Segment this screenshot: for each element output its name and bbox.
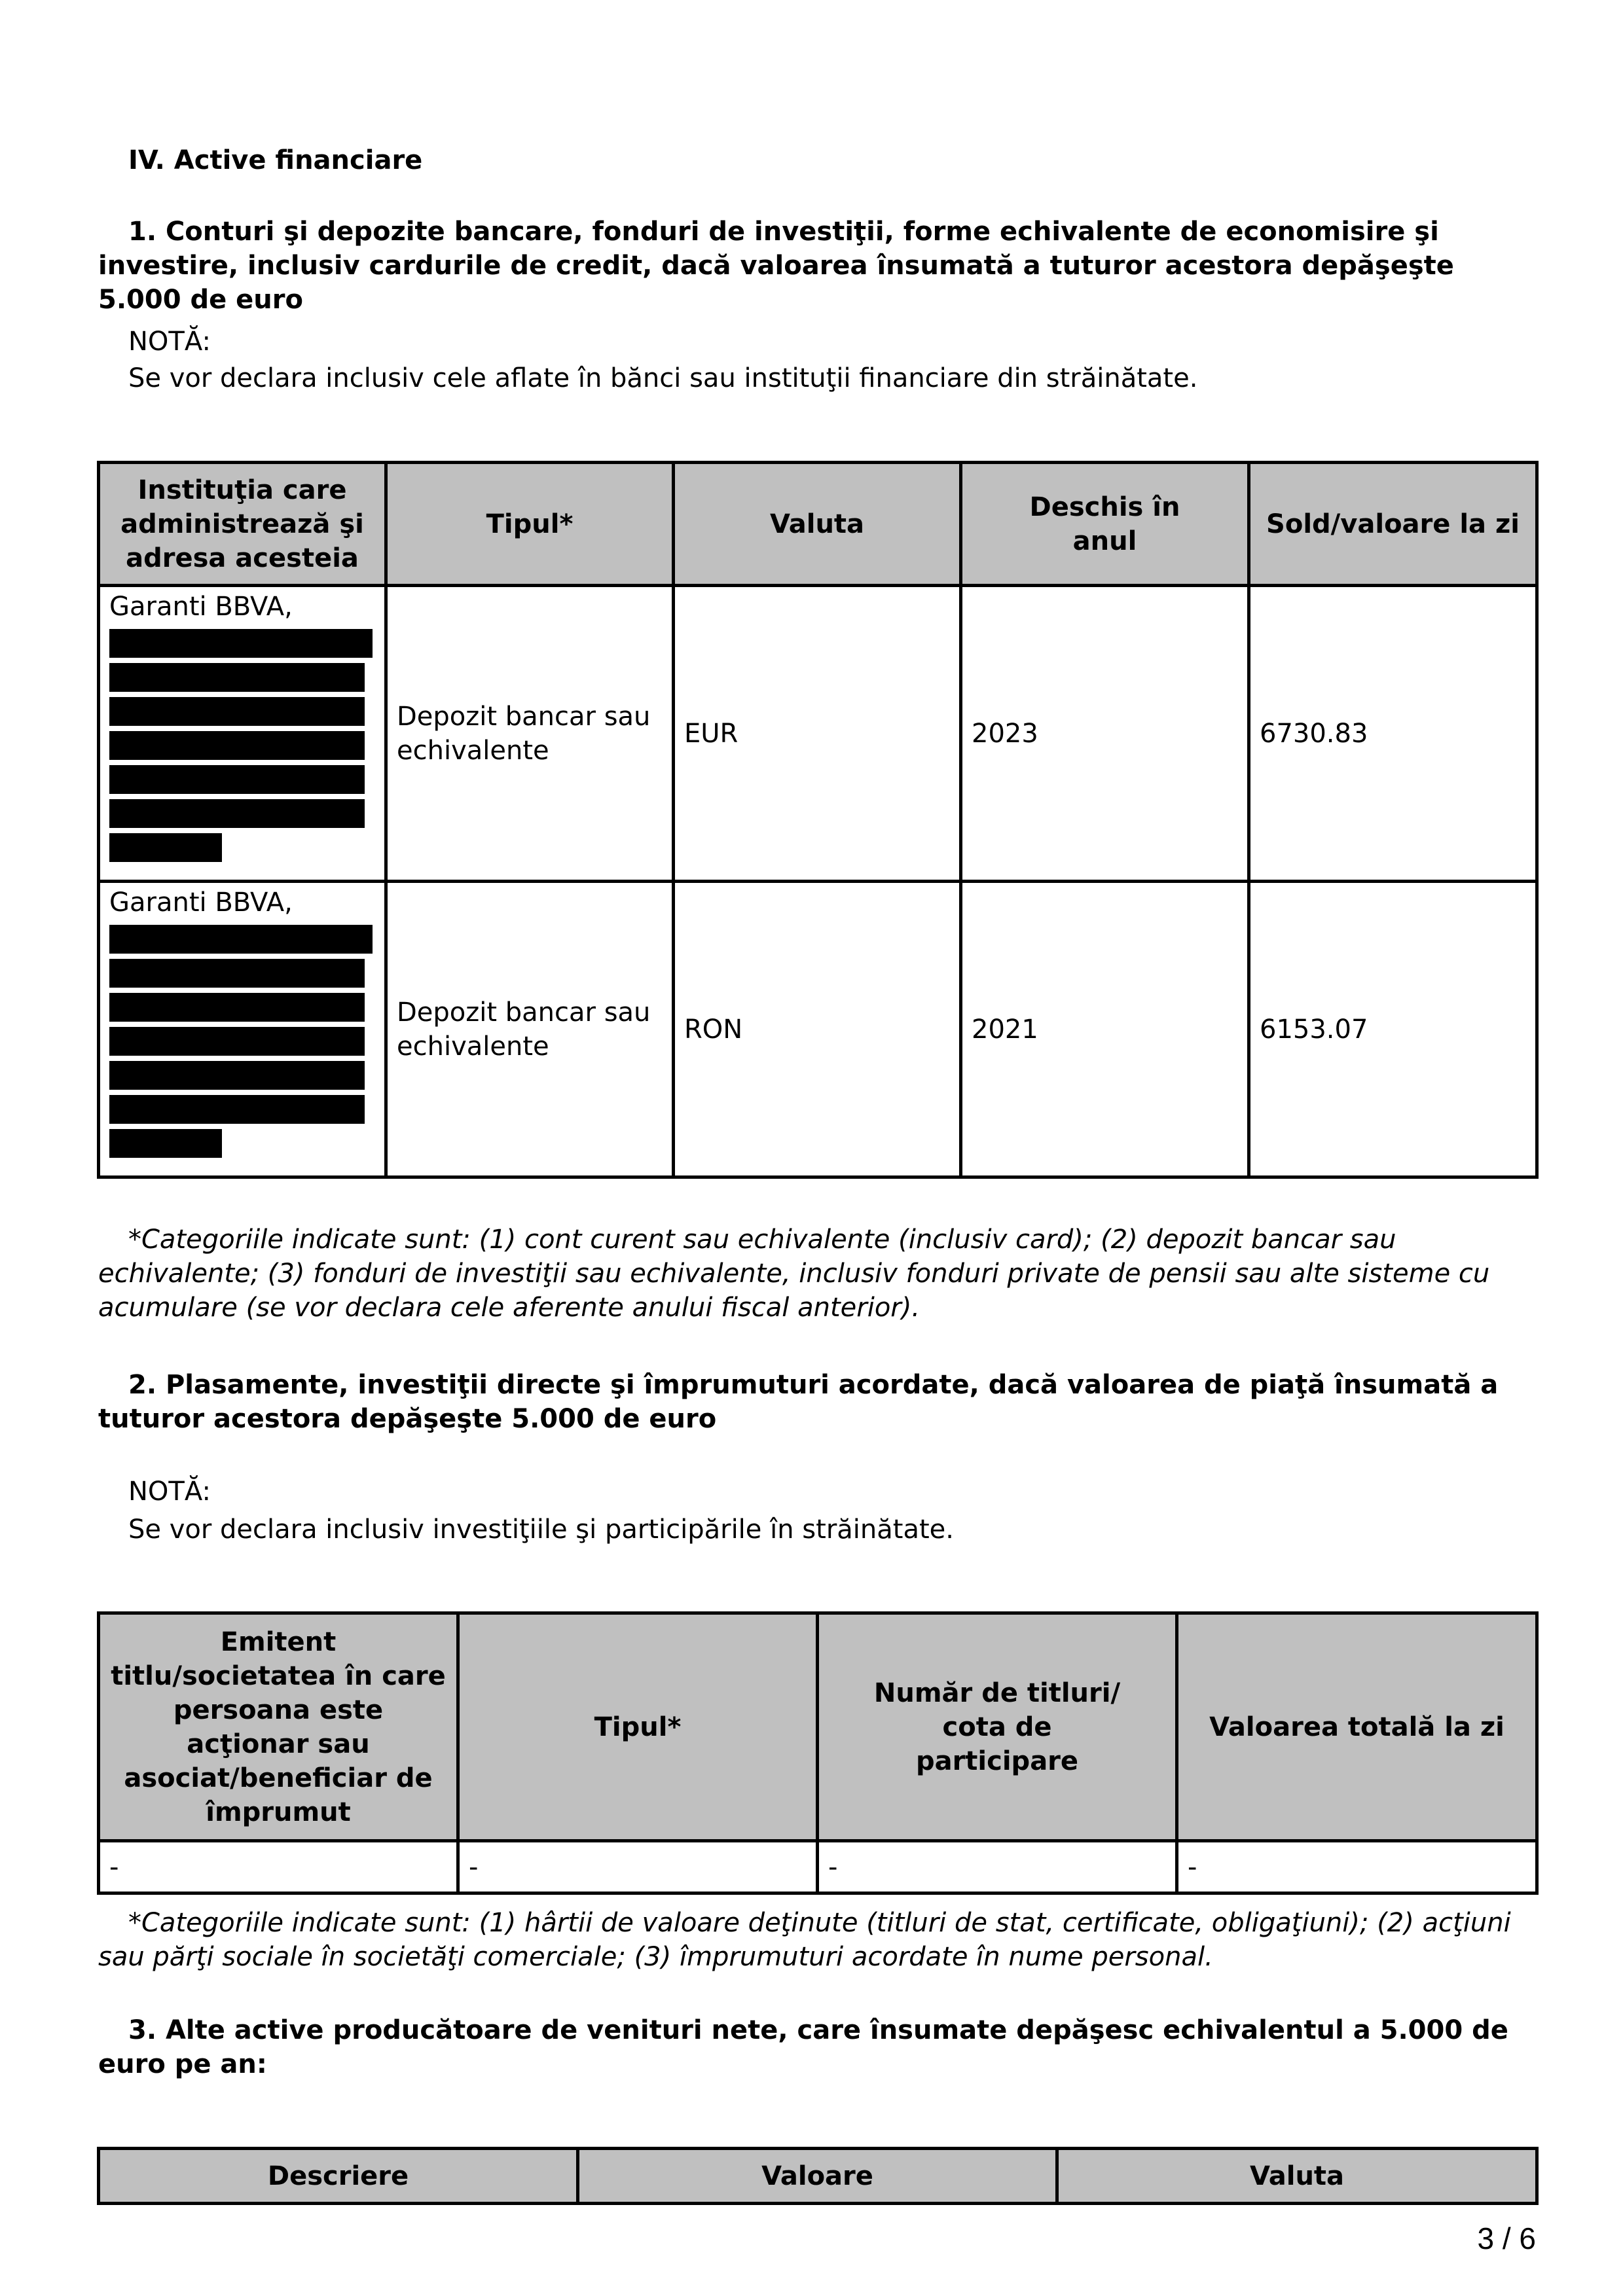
redaction-bar [109,959,365,988]
redaction-bar [109,765,365,794]
col-header-currency: Valuta [1057,2149,1537,2204]
balance-cell: 6730.83 [1249,586,1537,882]
col-header-year: Deschis în anul [961,463,1249,586]
table-row [99,1841,1537,1893]
redaction-bar [109,629,373,658]
institution-name: Garanti BBVA, [109,592,293,622]
other-assets-table-header [99,2149,1537,2204]
accounts-table [97,461,1539,1179]
redaction-bar [109,925,373,954]
redaction-bar [109,993,365,1022]
col-header-value: Valoare [578,2149,1057,2204]
col-header-institution: Instituţia care administrează şi adresa acesteia [99,463,386,586]
redaction-bar [109,731,365,760]
redaction-bar [109,799,365,828]
issuer-cell: - [99,1841,458,1893]
balance-cell: 6153.07 [1249,882,1537,1177]
part2-note-text: Se vor declara inclusiv investiţiile şi participările în străinătate. [128,1515,954,1545]
part3-heading: 3. Alte active producătoare de venituri nete, care însumate depăşesc echivalentul a 5.000 de euro pe an: [98,2015,1508,2079]
col-header-type: Tipul* [386,463,674,586]
year-cell: 2023 [961,586,1249,882]
part2-heading: 2. Plasamente, investiţii directe şi împrumuturi acordate, dacă valoarea de piaţă însumată a tuturor acestora depăşeşte 5.000 de euro [98,1370,1499,1434]
year-cell: 2021 [961,882,1249,1177]
part1-note-label: NOTĂ: [128,327,211,357]
redaction-bar [109,663,365,692]
institution-cell [99,882,386,1177]
table-row [99,882,1537,1177]
investments-table [97,1611,1539,1895]
col-header-value: Valoarea totală la zi [1177,1613,1537,1841]
part1-footnote: *Categoriile indicate sunt: (1) cont curent sau echivalente (inclusiv card); (2) depozit bancar sau echivalente; (3) fonduri de investiţii sau echivalente, inclusiv fonduri private de pensii sau alte sisteme cu acumulare (se vor declara cele aferente anului fiscal anterior). [98,1225,1490,1323]
part1-note-text: Se vor declara inclusiv cele aflate în bănci sau instituţii financiare din străinătate. [128,363,1198,393]
currency-cell: RON [674,882,961,1177]
col-header-type: Tipul* [458,1613,818,1841]
col-header-balance: Sold/valoare la zi [1249,463,1537,586]
page-number: 3 / 6 [1477,2221,1536,2255]
accounts-table-header [99,463,1537,586]
type-cell: - [458,1841,818,1893]
section-title: IV. Active financiare [128,145,423,175]
part1-heading: 1. Conturi şi depozite bancare, fonduri de investiţii, forme echivalente de economisire şi investire, inclusiv cardurile de credit, dacă valoarea însumată a tuturor acestora depăşeşte 5.000 de euro [98,217,1454,315]
col-header-currency: Valuta [674,463,961,586]
investments-table-header [99,1613,1537,1841]
currency-cell: EUR [674,586,961,882]
redaction-bar [109,1027,365,1056]
redaction-bar [109,833,222,862]
col-header-description: Descriere [99,2149,578,2204]
redaction-bar [109,697,365,726]
part2-note-label: NOTĂ: [128,1477,211,1507]
value-cell: - [1177,1841,1537,1893]
table-row [99,586,1537,882]
col-header-count: Număr de titluri/ cota de participare [818,1613,1177,1841]
part2-footnote: *Categoriile indicate sunt: (1) hârtii de valoare deţinute (titluri de stat, certificate, obligaţiuni); (2) acţiuni sau părţi sociale în societăţi comerciale; (3) împrumuturi acordate în nume personal. [98,1908,1511,1972]
institution-name: Garanti BBVA, [109,888,293,918]
count-cell: - [818,1841,1177,1893]
institution-cell [99,586,386,882]
redaction-bar [109,1095,365,1124]
type-cell: Depozit bancar sau echivalente [386,882,674,1177]
type-cell: Depozit bancar sau echivalente [386,586,674,882]
redaction-bar [109,1129,222,1158]
other-assets-table [97,2147,1539,2205]
col-header-issuer: Emitent titlu/societatea în care persoana este acţionar sau asociat/beneficiar de împrumut [99,1613,458,1841]
redaction-bar [109,1061,365,1090]
